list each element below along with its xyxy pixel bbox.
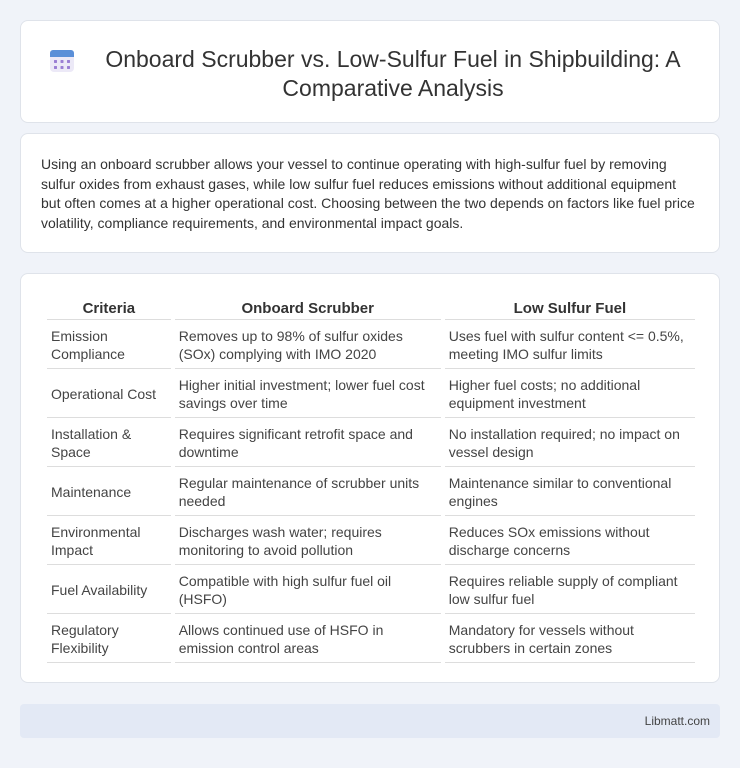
- footer-bar: [20, 704, 720, 738]
- header-criteria: Criteria: [47, 296, 171, 320]
- criteria-cell: Environmental Impact: [47, 516, 171, 565]
- criteria-cell: Installation & Space: [47, 418, 171, 467]
- scrubber-cell: Higher initial investment; lower fuel cost savings over time: [175, 369, 441, 418]
- comparison-table: [43, 296, 699, 663]
- scrubber-cell: Requires significant retrofit space and downtime: [175, 418, 441, 467]
- page-title: Onboard Scrubber vs. Low-Sulfur Fuel in Shipbuilding: A Comparative Analysis: [105, 46, 681, 101]
- criteria-cell: Fuel Availability: [47, 565, 171, 614]
- criteria-cell: Maintenance: [47, 467, 171, 516]
- table-header-row: [47, 296, 695, 320]
- table-row: [47, 516, 695, 565]
- scrubber-cell: Removes up to 98% of sulfur oxides (SOx) complying with IMO 2020: [175, 320, 441, 369]
- low-sulfur-cell: Uses fuel with sulfur content <= 0.5%, meeting IMO sulfur limits: [445, 320, 695, 369]
- table-row: [47, 565, 695, 614]
- calendar-icon: [49, 47, 75, 73]
- criteria-cell: Emission Compliance: [47, 320, 171, 369]
- low-sulfur-cell: No installation required; no impact on vessel design: [445, 418, 695, 467]
- title-card: [20, 20, 720, 123]
- header-low-sulfur-fuel: Low Sulfur Fuel: [445, 296, 695, 320]
- table-row: [47, 320, 695, 369]
- low-sulfur-cell: Higher fuel costs; no additional equipment investment: [445, 369, 695, 418]
- table-row: [47, 467, 695, 516]
- table-row: [47, 418, 695, 467]
- table-row: [47, 614, 695, 663]
- criteria-cell: Regulatory Flexibility: [47, 614, 171, 663]
- low-sulfur-cell: Maintenance similar to conventional engines: [445, 467, 695, 516]
- footer-site-name: Libmatt.com: [644, 714, 710, 728]
- intro-paragraph: Using an onboard scrubber allows your vessel to continue operating with high-sulfur fuel by removing sulfur oxides from exhaust gases, while low sulfur fuel reduces emissions without additional equipment but often comes at a higher operational cost. Choosing between the two depends on factors like fuel price volatility, compliance requirements, and environmental impact goals.: [41, 156, 695, 231]
- scrubber-cell: Regular maintenance of scrubber units needed: [175, 467, 441, 516]
- scrubber-cell: Discharges wash water; requires monitoring to avoid pollution: [175, 516, 441, 565]
- header-onboard-scrubber: Onboard Scrubber: [175, 296, 441, 320]
- intro-card: [20, 133, 720, 253]
- low-sulfur-cell: Mandatory for vessels without scrubbers in certain zones: [445, 614, 695, 663]
- table-row: [47, 369, 695, 418]
- low-sulfur-cell: Reduces SOx emissions without discharge concerns: [445, 516, 695, 565]
- title-row: [21, 21, 719, 103]
- scrubber-cell: Compatible with high sulfur fuel oil (HSFO): [175, 565, 441, 614]
- criteria-cell: Operational Cost: [47, 369, 171, 418]
- scrubber-cell: Allows continued use of HSFO in emission control areas: [175, 614, 441, 663]
- low-sulfur-cell: Requires reliable supply of compliant low sulfur fuel: [445, 565, 695, 614]
- comparison-card: [20, 273, 720, 683]
